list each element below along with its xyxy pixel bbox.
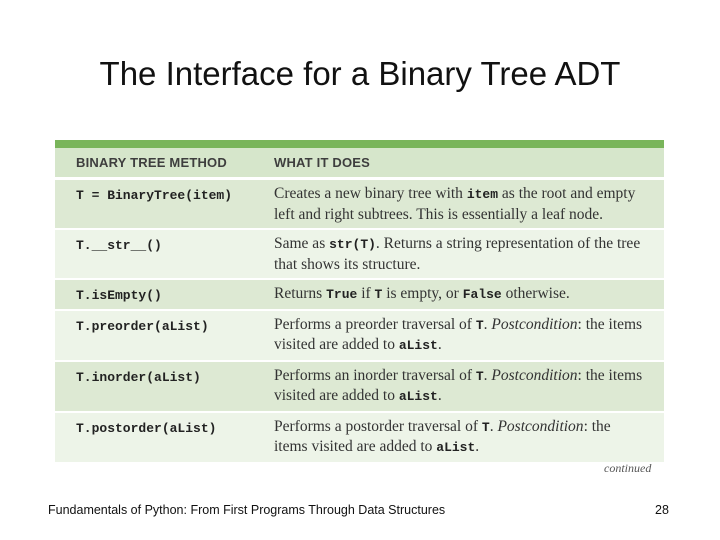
description-text: Same as [274,235,330,252]
description-text: if [357,285,375,302]
table-top-bar [55,140,664,148]
inline-code: str(T) [329,237,376,252]
description-text: Performs an inorder traversal of [274,366,476,384]
method-signature: T.preorder(aList) [76,318,209,334]
description-text: is empty, or [382,285,463,302]
description-text: Creates a new binary tree with [274,185,467,202]
description-text: as the root and empty left and right subtrees. This is essentially a leaf node. [274,185,636,223]
footer-text: Fundamentals of Python: From First Programs Through Data Structures [48,503,446,517]
table-header-row [55,148,664,180]
table-row [55,180,664,230]
italic-text: Postcondition [491,366,578,384]
method-description [274,280,664,309]
method-description [274,413,664,462]
italic-text: Postcondition [497,417,584,435]
inline-code: aList [398,389,438,404]
inline-code: False [462,287,502,302]
method-description [274,311,664,360]
description-text: . [437,387,442,404]
description-text: : the items visited are added to [274,417,611,455]
inline-code: True [326,287,358,302]
description-text: otherwise. [501,285,570,302]
description-text: . Returns a string representation of the tree that shows its structure. [274,235,641,273]
table-body [55,180,664,464]
description-text: . [489,417,498,435]
inline-code: T [475,368,484,384]
method-signature: T.inorder(aList) [76,369,201,385]
description-text: : the items visited are added to [274,315,643,353]
description-text: Performs a preorder traversal of [274,315,476,333]
method-table [55,140,664,464]
table-row [55,311,664,362]
inline-code: T [481,419,490,435]
description-text: : the items visited are added to [274,366,643,404]
page-number: 28 [655,503,669,517]
description-text: . [437,336,442,353]
table-row [55,280,664,311]
description-text: Performs a postorder traversal of [274,417,482,435]
description-text: . [483,315,492,333]
inline-code: item [466,187,499,202]
column-header-method: BINARY TREE METHOD [76,155,227,170]
table-row [55,413,664,464]
column-header-description: WHAT IT DOES [274,155,371,170]
method-signature: T.isEmpty() [76,288,162,303]
italic-text: Postcondition [491,315,578,333]
table-row [55,230,664,280]
method-signature: T.postorder(aList) [76,420,217,436]
continued-note: continued [604,461,652,475]
table-row [55,362,664,413]
description-text: . [483,366,492,384]
method-description [274,362,664,411]
inline-code: aList [398,338,438,353]
inline-code: T [475,317,484,333]
description-text: Returns [274,285,327,302]
method-signature: T.__str__() [76,238,162,253]
method-signature: T = BinaryTree(item) [76,188,233,203]
method-description [274,180,664,228]
method-description [274,230,664,278]
inline-code: aList [436,440,476,455]
inline-code: T [374,287,383,302]
description-text: . [475,438,480,455]
slide-title: The Interface for a Binary Tree ADT [99,55,621,92]
